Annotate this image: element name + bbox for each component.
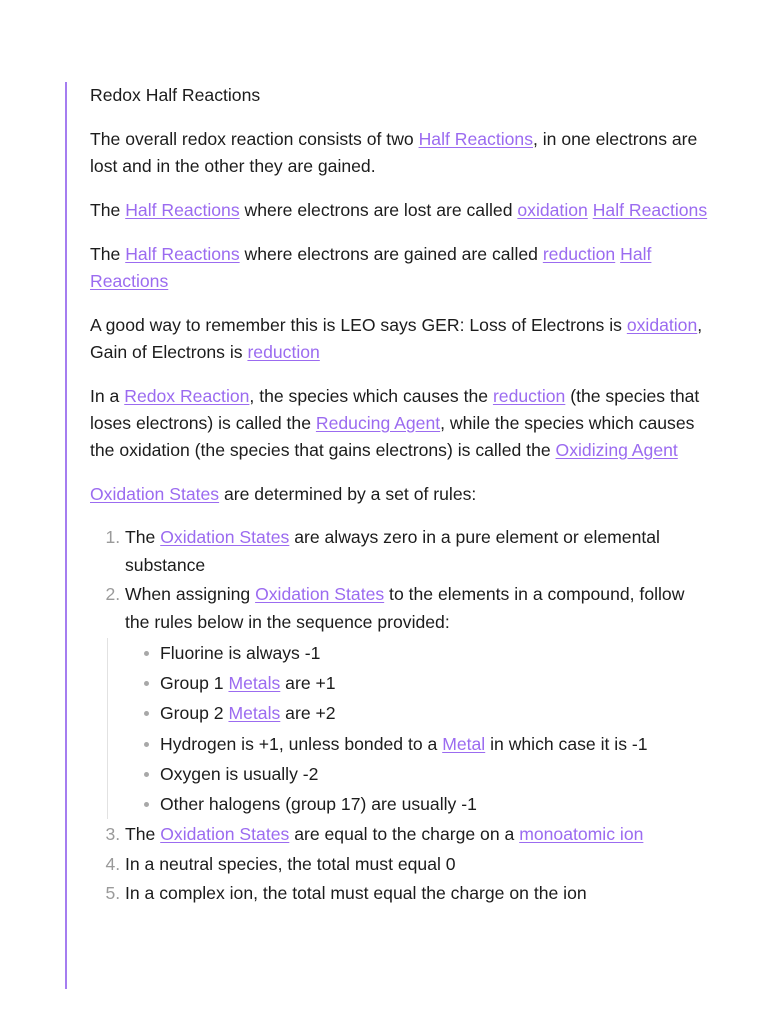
link-half-reactions[interactable]: Half Reactions <box>418 129 533 149</box>
link-oxidation-states[interactable]: Oxidation States <box>160 824 290 845</box>
paragraph-reduction-definition: The Half Reactions where electrons are gained are called reduction Half Reactions <box>90 244 652 291</box>
page-title: Redox Half Reactions <box>90 85 261 105</box>
link-oxidation[interactable]: oxidation <box>626 315 698 335</box>
link-monoatomic-ion[interactable]: monoatomic ion <box>519 824 644 845</box>
sub-rule-item: Other halogens (group 17) are usually -1 <box>160 789 710 819</box>
blockquote-accent-bar <box>65 82 67 989</box>
note-content <box>90 82 710 908</box>
link-oxidation-states[interactable]: Oxidation States <box>90 484 220 504</box>
paragraph-half-reactions-intro: The overall redox reaction consists of two Half Reactions, in one electrons are lost and in the other they are gained. <box>90 129 698 176</box>
link-redox-reaction[interactable]: Redox Reaction <box>124 386 250 406</box>
link-metal[interactable]: Metal <box>442 733 486 754</box>
rule-item: 3. The Oxidation States are equal to the charge on a monoatomic ion <box>125 821 710 849</box>
paragraph-oxidation-definition: The Half Reactions where electrons are lost are called oxidation Half Reactions <box>90 200 708 220</box>
sub-rule-item: Group 2 Metals are +2 <box>160 698 710 728</box>
link-oxidation-states[interactable]: Oxidation States <box>255 584 385 604</box>
rule-item: 1. The Oxidation States are always zero in a pure element or elemental substance <box>125 524 710 579</box>
link-reduction[interactable]: reduction <box>247 342 320 362</box>
link-reduction[interactable]: reduction <box>492 386 566 406</box>
sub-rule-item: Oxygen is usually -2 <box>160 759 710 789</box>
link-reducing-agent[interactable]: Reducing Agent <box>315 413 441 433</box>
link-reduction[interactable]: reduction <box>542 244 616 264</box>
rule-item: 4. In a neutral species, the total must equal 0 <box>125 851 710 879</box>
rule-item: 2. When assigning Oxidation States to the elements in a compound, follow the rules below in the sequence provided: Fluorine is always -1 Group 1 Metals are +1 Group 2 Metals are +2 Hydrogen is +1, unless bonded to a Metal in which case it is -1 Oxygen is usually -2 Other halogens (group 17) are usually -1 <box>125 581 710 819</box>
link-oxidizing-agent[interactable]: Oxidizing Agent <box>555 440 678 460</box>
rules-list <box>90 524 710 908</box>
sub-rule-item: Fluorine is always -1 <box>160 638 710 668</box>
paragraph-agents: In a Redox Reaction, the species which causes the reduction (the species that loses electrons) is called the Reducing Agent, while the species which causes the oxidation (the species that gains electrons) is called the Oxidizing Agent <box>90 386 700 460</box>
link-half-reactions[interactable]: Half Reactions <box>592 200 708 220</box>
sub-rules-list <box>107 638 710 819</box>
link-half-reactions[interactable]: Half Reactions <box>125 200 240 220</box>
link-half-reactions[interactable]: Half Reactions <box>125 244 240 264</box>
link-oxidation[interactable]: oxidation <box>517 200 588 220</box>
link-metals[interactable]: Metals <box>228 703 281 724</box>
paragraph-leo-ger: A good way to remember this is LEO says GER: Loss of Electrons is oxidation, Gain of Electrons is reduction <box>90 315 703 362</box>
link-metals[interactable]: Metals <box>228 673 281 694</box>
rule-item: 5. In a complex ion, the total must equal the charge on the ion <box>125 880 710 908</box>
paragraph-oxidation-states-intro: Oxidation States are determined by a set of rules: <box>90 484 477 504</box>
sub-rule-item: Group 1 Metals are +1 <box>160 668 710 698</box>
sub-rule-item: Hydrogen is +1, unless bonded to a Metal in which case it is -1 <box>160 729 710 759</box>
link-half-reactions[interactable]: Half Reactions <box>90 244 652 291</box>
link-oxidation-states[interactable]: Oxidation States <box>160 527 290 547</box>
